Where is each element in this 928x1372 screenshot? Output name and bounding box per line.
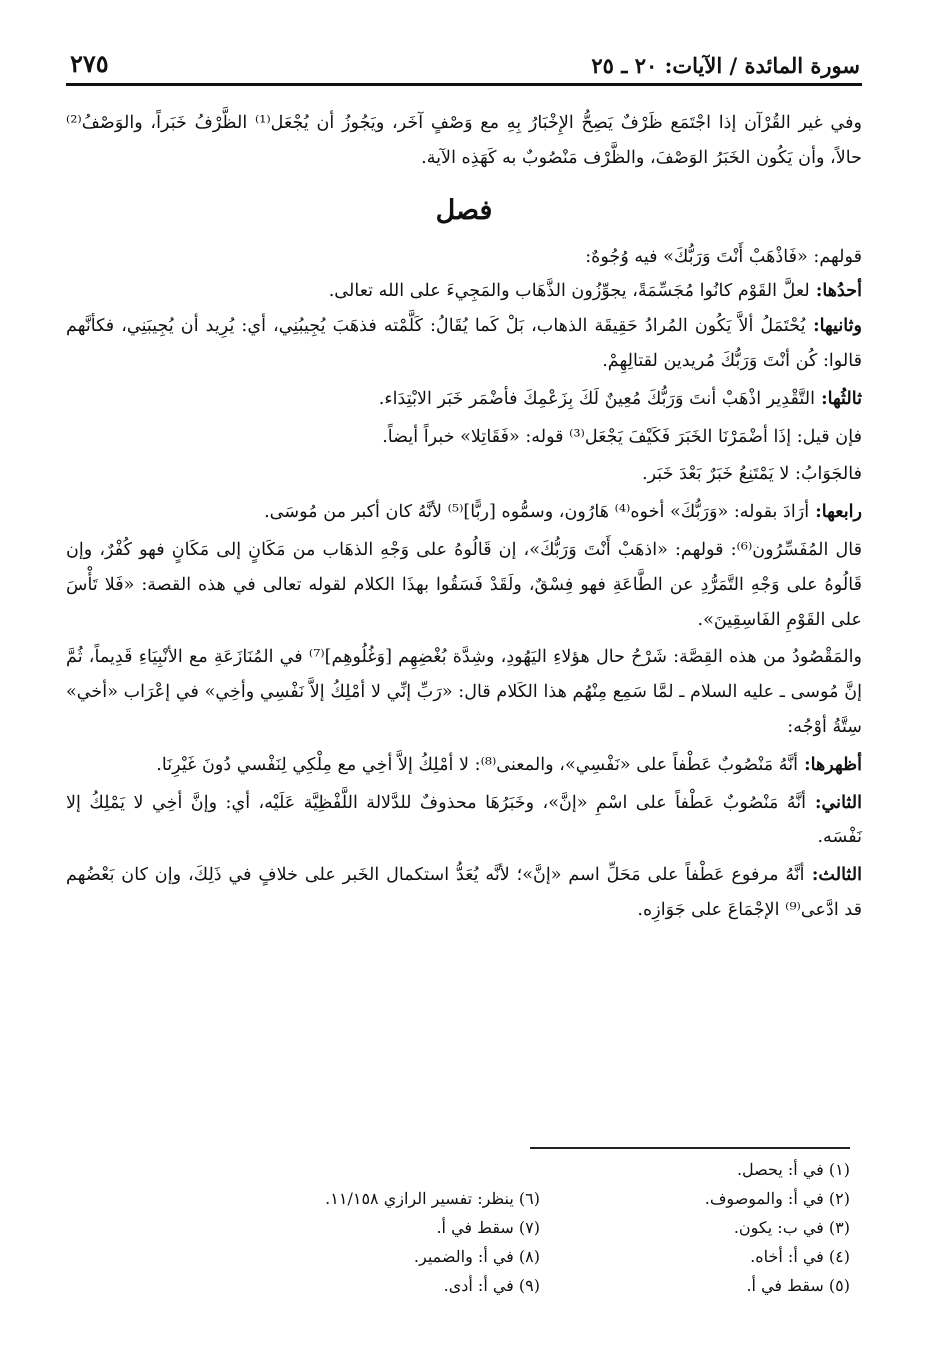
- main-text: [66, 106, 862, 928]
- footnotes: [150, 1155, 850, 1300]
- paragraph: [66, 495, 862, 530]
- footnote: (١) في أ: يحصل.: [736, 1160, 850, 1179]
- paragraph: [66, 457, 862, 492]
- paragraph-text: أرَادَ بقوله: «وَرَبُّكَ» أخوه⁽⁴⁾ هَارُون، وسمُّوه [ربًّا]⁽⁵⁾ لأنَّهُ كان أكبر من مُوسَى.: [264, 502, 810, 523]
- paragraph-text: قولهم: «فَاذْهَبْ أَنْتَ وَرَبُّكَ» فيه وُجُوهٌ:: [585, 246, 862, 267]
- paragraph-lead: ثالثُها:: [814, 387, 862, 409]
- footnote: (٨) في أ: والضمير.: [413, 1247, 540, 1266]
- paragraph: [66, 748, 862, 783]
- paragraph-text: التَّقْدِير اذْهَبْ أنتَ وَرَبُّكَ مُعِينٌ لَكَ بِزَعْمِكَ فأضْمَر خَبَر الابْتِدَاء.: [378, 388, 815, 409]
- footnote-column-left: [240, 1155, 540, 1300]
- paragraph-text: فالجَوَابُ: لا يَمْتَنِعُ خَبَرٌ بَعْدَ خَبَر.: [642, 464, 862, 485]
- footnote: (٩) في أ: أدى.: [443, 1276, 540, 1295]
- paragraph-lead: الثالث:: [804, 864, 862, 886]
- paragraph: [66, 533, 862, 637]
- footnote: (٦) ينظر: تفسير الرازي ١١/١٥٨.: [325, 1189, 540, 1208]
- paragraph-text: أنَّهُ مرفوع عَطْفاً على مَحَلِّ اسم «إنَّ»؛ لأنَّه يُعَدُّ استكمال الخَبر على خلافٍ في ذَلِكَ، وإن كان بَعْضُهم قد ادَّعى⁽⁹⁾ الإجْمَاعَ على جَوَازِه.: [66, 865, 862, 920]
- paragraph-text: أنَّهُ مَنْصُوبٌ عَطْفاً على اسْمِ «إنَّ»، وخَبَرُهَا محذوفٌ للدَّلالة اللَّفْظِيَّة عَلَيْه، أي: وإنَّ أخِي لا يَمْلِكُ إلا نَفْسَه.: [66, 792, 862, 848]
- paragraph-text: قال المُفَسِّرُون⁽⁶⁾: قولهم: «اذهَبْ أَنْتَ وَرَبُّكَ»، إن قَالُوهُ على وَجْهِ الذهَاب من مَكَانٍ إلى مَكَانٍ فهو كُفْرٌ، وإن قَالُوهُ على وَجْهِ التَّمَرُّدِ عن الطَّاعَةِ فهو فِسْقٌ، ولَقَدْ فَسَقُوا بهذَا الكلام لقوله تعالى في هذه القصة: «فَلا تَأْسَ على القَوْمِ الفَاسِقِينَ».: [66, 539, 863, 630]
- paragraph-lead: أحدُها:: [809, 280, 862, 302]
- paragraph: [66, 382, 862, 417]
- paragraph: وفي غير القُرْآن إذا اجْتَمَع ظَرْفٌ يَصِحُّ الإِخْبَارُ بِهِ مع وَصْفٍ آخَر، ويَجُوزُ أن يُجْعَل⁽¹⁾ الظَّرْفُ خَبَراً، والوَصْفُ⁽²⁾ حالاً، وأن يَكُون الخَبَرُ الوَصْفَ، والظَّرْف مَنْصُوبٌ به كَهَذِه الآية.: [66, 113, 862, 168]
- running-title: سورة المائدة / الآيات: ٢٠ ـ ٢٥: [591, 53, 860, 78]
- paragraph-text: يُحْتَمَلُ ألاَّ يَكُون المُرادُ حَقِيقَة الذهاب، بَلْ كَما يُقَالُ: كَلَّمْته فذهَبَ يُجِيبُنِي، أي: يُرِيد أن يُجِيبَنِي، فكأنَّهم قالوا: كُن أنْتَ وَرَبُّكَ مُريدين لقتالِهِمْ.: [66, 316, 862, 371]
- paragraph-lead: الثاني:: [806, 791, 862, 813]
- footnote: (٧) سقط في أ.: [436, 1218, 540, 1237]
- paragraph-text: فإن قيل: إذَا أضْمَرْنَا الخَبَرَ فَكَيْفَ يَجْعَل⁽³⁾ قوله: «فَقَاتِلا» خبراً أيضاً.: [382, 426, 862, 447]
- paragraph: [66, 420, 862, 455]
- paragraph: [66, 240, 862, 275]
- paragraph: [66, 640, 862, 744]
- paragraph-text: والمَقْصُودُ من هذه القِصَّة: شَرْحُ حال هؤلاءِ اليَهُودِ، وشِدَّة بُغْضِهِم [وَغُلُوهِم]⁽⁷⁾ في المُنَازَعَةِ مع الأنْبِيَاءِ قَدِيماً، ثُمَّ إنَّ مُوسى ـ عليه السلام ـ لمَّا سَمِع مِنْهُم هذا الكَلام قال: «رَبِّ إنِّي لا أمْلِكُ إلاَّ نَفْسِي وأخِي» في إعْرَاب «أخي» سِتَّةُ أوْجُه:: [66, 647, 862, 737]
- footnote: (٢) في أ: والموصوف.: [704, 1189, 850, 1208]
- paragraph-lead: رابعها:: [809, 501, 862, 523]
- footnote: (٥) سقط في أ.: [746, 1276, 850, 1295]
- paragraph: [66, 309, 862, 379]
- footnote: (٤) في أ: أخاه.: [750, 1247, 850, 1266]
- footnote-column-right: [550, 1155, 850, 1300]
- page-number: ٢٧٥: [70, 49, 109, 78]
- paragraph: [66, 786, 862, 856]
- paragraph: [66, 858, 862, 928]
- footnote: (٣) في ب: يكون.: [733, 1218, 850, 1237]
- paragraph-text: لعلَّ القَوْم كانُوا مُجَسِّمَةً، يجوِّزُون الذَّهَاب والمَجِيءَ على الله تعالى.: [328, 281, 810, 302]
- section-title: فصل: [435, 194, 493, 226]
- paragraph-lead: أظهرها:: [798, 753, 862, 775]
- header-rule: [66, 83, 862, 86]
- paragraph: [66, 274, 862, 309]
- paragraph-lead: وثانيها:: [805, 315, 862, 337]
- page-header: [70, 36, 860, 82]
- footnote-rule: [530, 1147, 850, 1149]
- paragraph-text: أنَّهُ مَنْصُوبٌ عَطْفاً على «نَفْسِي»، والمعنى⁽⁸⁾: لا أمْلِكُ إلاَّ أخِي مع مِلْكِي لِنَفْسي دُونَ غَيْرِنَا.: [156, 754, 799, 775]
